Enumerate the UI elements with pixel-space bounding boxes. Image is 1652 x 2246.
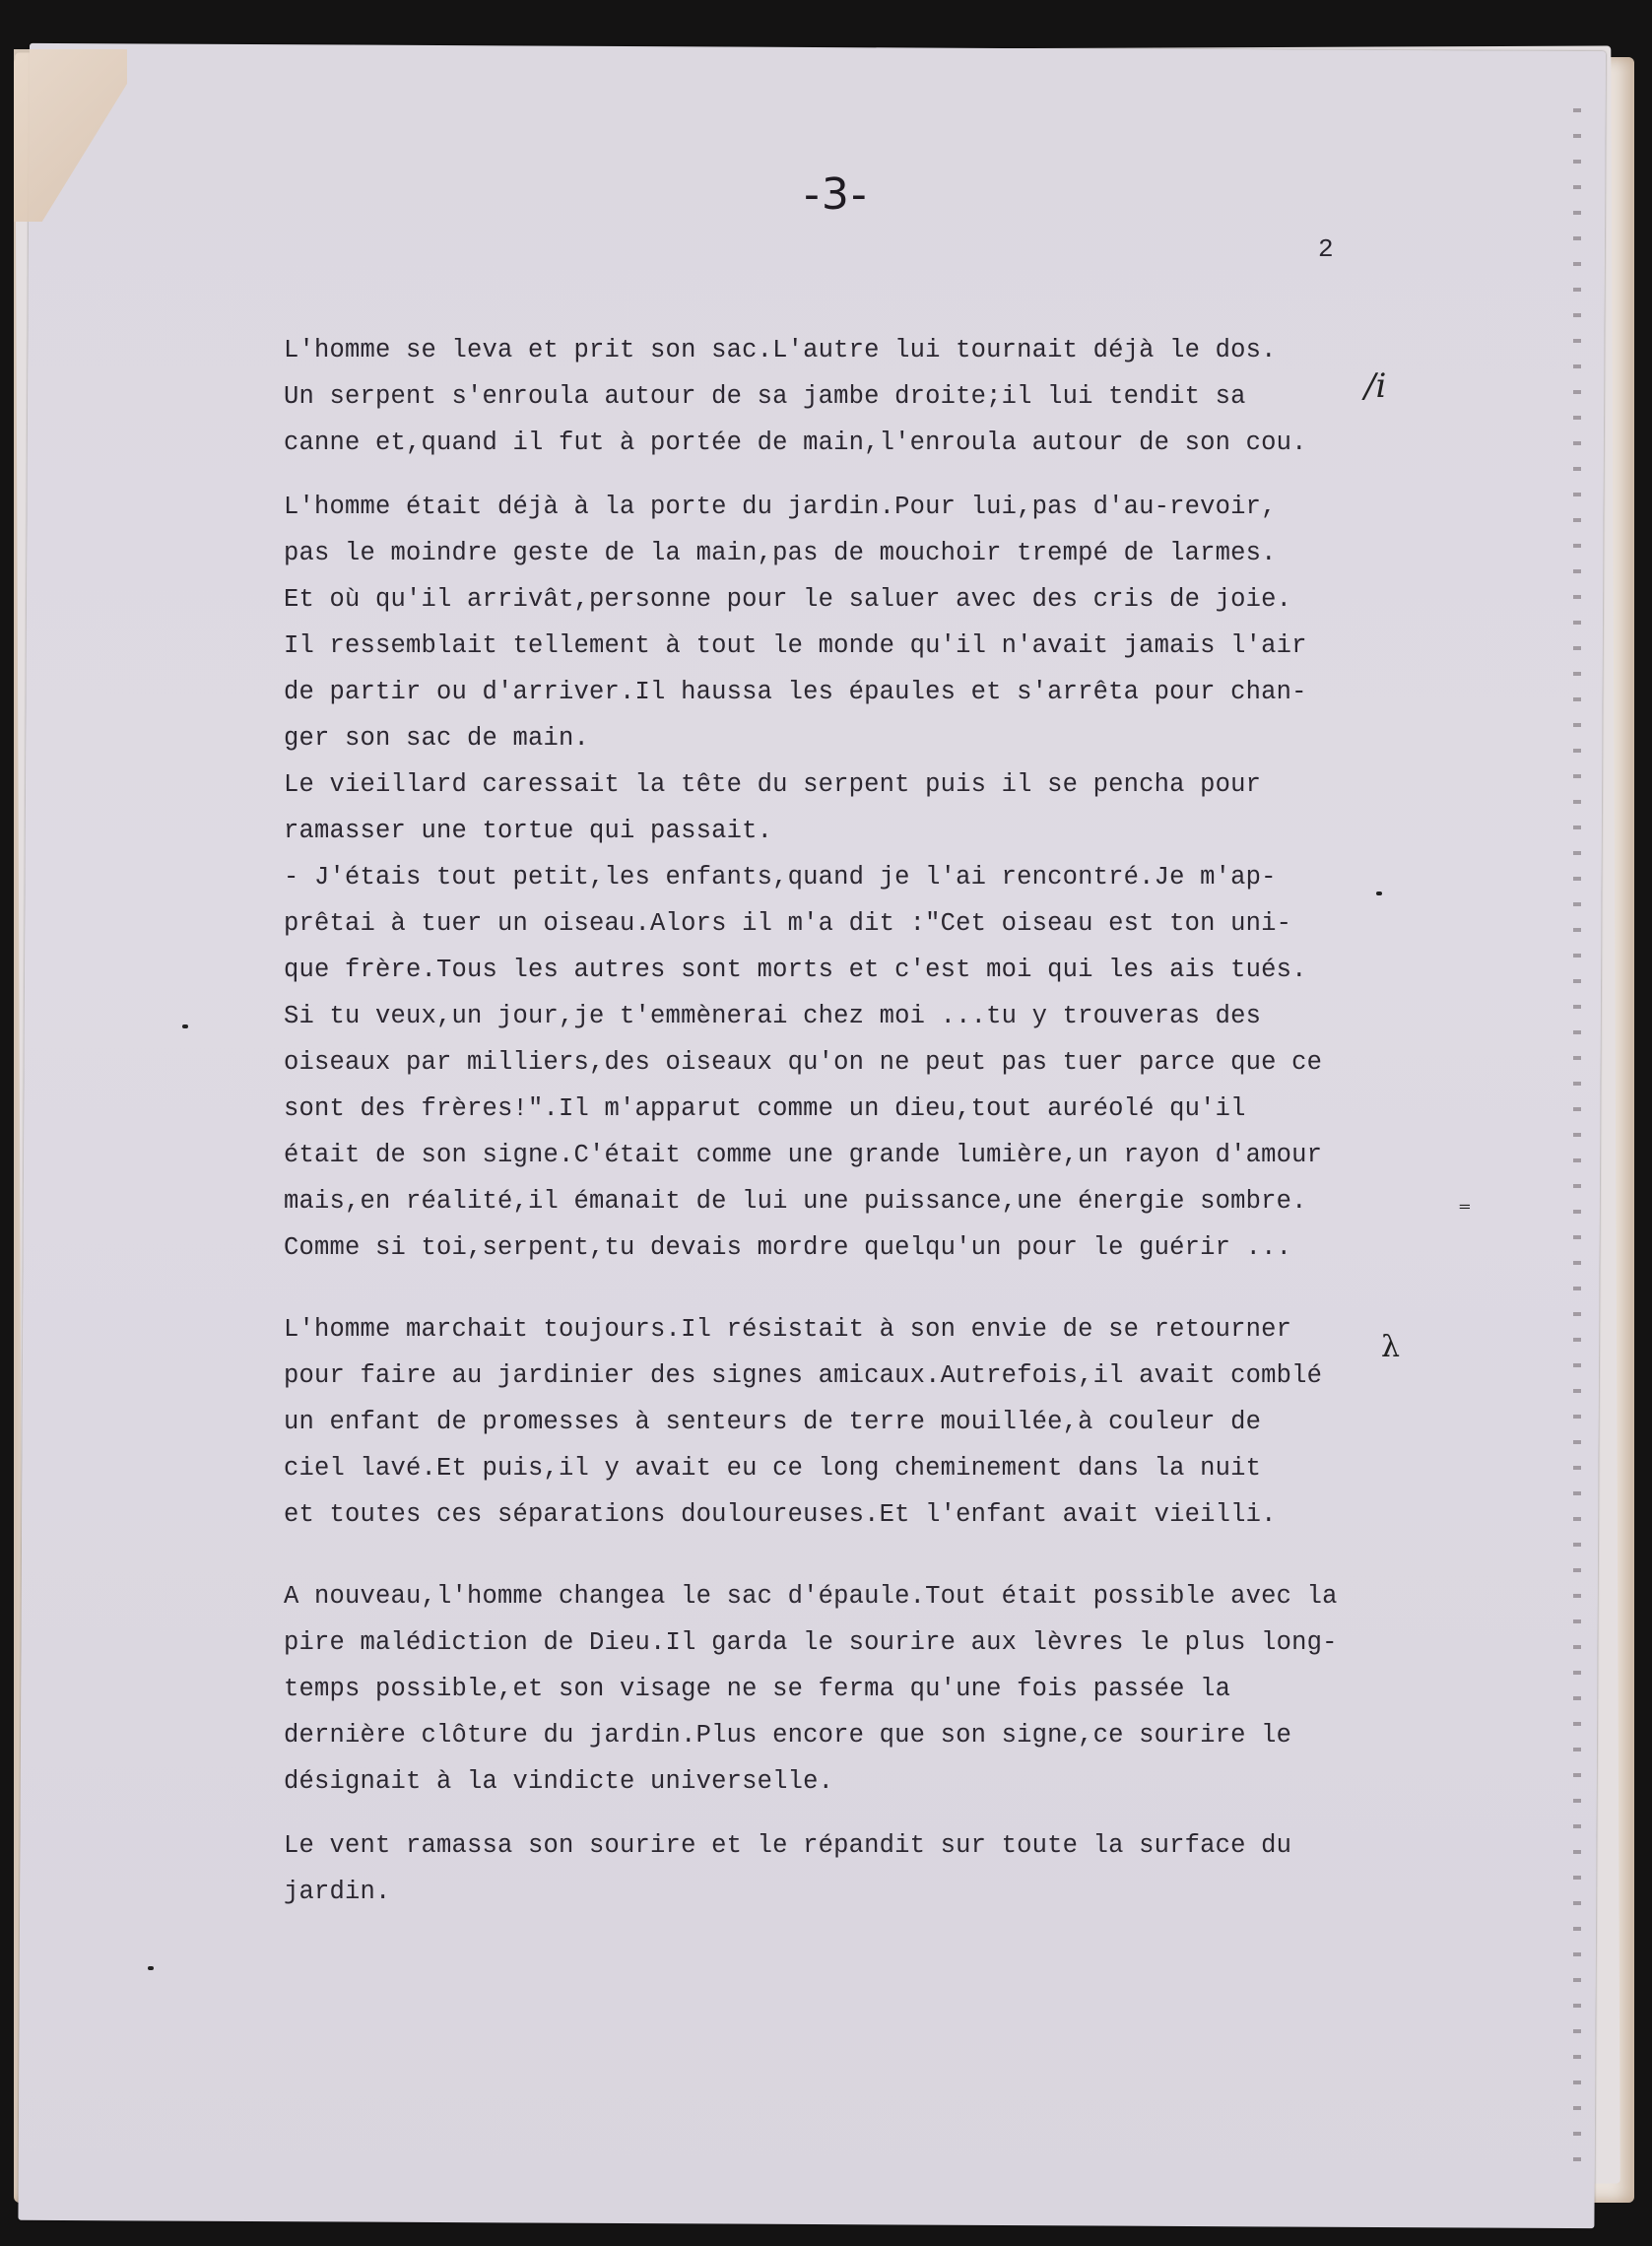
text-line: ger son sac de main. bbox=[284, 724, 590, 753]
text-line: était de son signe.C'était comme une grande lumière,un rayon d'amour bbox=[284, 1141, 1323, 1169]
text-line: canne et,quand il fut à portée de main,l'enroula autour de son cou. bbox=[284, 429, 1307, 457]
text-line: L'homme marchait toujours.Il résistait à son envie de se retourner bbox=[284, 1315, 1292, 1344]
text-line: L'homme se leva et prit son sac.L'autre lui tournait déjà le dos. bbox=[284, 336, 1277, 364]
text-line: oiseaux par milliers,des oiseaux qu'on ne peut pas tuer parce que ce bbox=[284, 1048, 1323, 1077]
handwritten-page-number: -3- bbox=[804, 169, 869, 220]
text-line: - J'étais tout petit,les enfants,quand je l'ai rencontré.Je m'ap- bbox=[284, 863, 1277, 892]
paragraph-2 bbox=[284, 484, 1417, 1271]
text-line: pas le moindre geste de la main,pas de mouchoir trempé de larmes. bbox=[284, 539, 1277, 567]
text-line: pire malédiction de Dieu.Il garda le sourire aux lèvres le plus long- bbox=[284, 1628, 1338, 1657]
text-line: mais,en réalité,il émanait de lui une puissance,une énergie sombre. bbox=[284, 1187, 1307, 1216]
text-line: Si tu veux,un jour,je t'emmènerai chez moi ...tu y trouveras des bbox=[284, 1002, 1262, 1030]
text-line: Il ressemblait tellement à tout le monde qu'il n'avait jamais l'air bbox=[284, 631, 1307, 660]
text-line: un enfant de promesses à senteurs de terre mouillée,à couleur de bbox=[284, 1408, 1262, 1436]
paragraph-3 bbox=[284, 1306, 1417, 1538]
text-line: et toutes ces séparations douloureuses.Et l'enfant avait vieilli. bbox=[284, 1500, 1277, 1529]
margin-insertion-mark: λ bbox=[1381, 1330, 1401, 1364]
text-line: L'homme était déjà à la porte du jardin.Pour lui,pas d'au-revoir, bbox=[284, 493, 1277, 521]
margin-stroke-mark: ⁼ bbox=[1458, 1197, 1472, 1226]
text-line: Le vieillard caressait la tête du serpent puis il se pencha pour bbox=[284, 770, 1262, 799]
paragraph-1 bbox=[284, 327, 1417, 466]
text-line: de partir ou d'arriver.Il haussa les épaules et s'arrêta pour chan- bbox=[284, 678, 1307, 706]
text-line: A nouveau,l'homme changea le sac d'épaule.Tout était possible avec la bbox=[284, 1582, 1338, 1611]
margin-correction-mark: /i bbox=[1364, 366, 1387, 406]
page-edge-marks bbox=[1573, 99, 1581, 2167]
text-line: Le vent ramassa son sourire et le répandit sur toute la surface du bbox=[284, 1831, 1292, 1860]
text-line: Comme si toi,serpent,tu devais mordre quelqu'un pour le guérir ... bbox=[284, 1233, 1292, 1262]
typed-page-number: 2 bbox=[1318, 234, 1334, 264]
text-line: temps possible,et son visage ne se ferma qu'une fois passée la bbox=[284, 1675, 1231, 1703]
text-line: ciel lavé.Et puis,il y avait eu ce long cheminement dans la nuit bbox=[284, 1454, 1262, 1483]
ink-speck bbox=[182, 1024, 188, 1028]
text-line: prêtai à tuer un oiseau.Alors il m'a dit :"Cet oiseau est ton uni- bbox=[284, 909, 1292, 938]
text-line: Un serpent s'enroula autour de sa jambe droite;il lui tendit sa bbox=[284, 382, 1246, 411]
text-line: désignait à la vindicte universelle. bbox=[284, 1767, 834, 1796]
text-line: sont des frères!".Il m'apparut comme un dieu,tout auréolé qu'il bbox=[284, 1094, 1246, 1123]
text-line: dernière clôture du jardin.Plus encore que son signe,ce sourire le bbox=[284, 1721, 1292, 1750]
document-body bbox=[284, 327, 1417, 1915]
text-line: ramasser une tortue qui passait. bbox=[284, 817, 773, 845]
paragraph-5 bbox=[284, 1822, 1417, 1915]
paragraph-4 bbox=[284, 1573, 1417, 1805]
ink-speck bbox=[1376, 892, 1382, 895]
ink-speck bbox=[148, 1966, 154, 1970]
text-line: pour faire au jardinier des signes amicaux.Autrefois,il avait comblé bbox=[284, 1361, 1323, 1390]
text-line: jardin. bbox=[284, 1878, 391, 1906]
text-line: que frère.Tous les autres sont morts et c'est moi qui les ais tués. bbox=[284, 956, 1307, 984]
text-line: Et où qu'il arrivât,personne pour le saluer avec des cris de joie. bbox=[284, 585, 1292, 614]
